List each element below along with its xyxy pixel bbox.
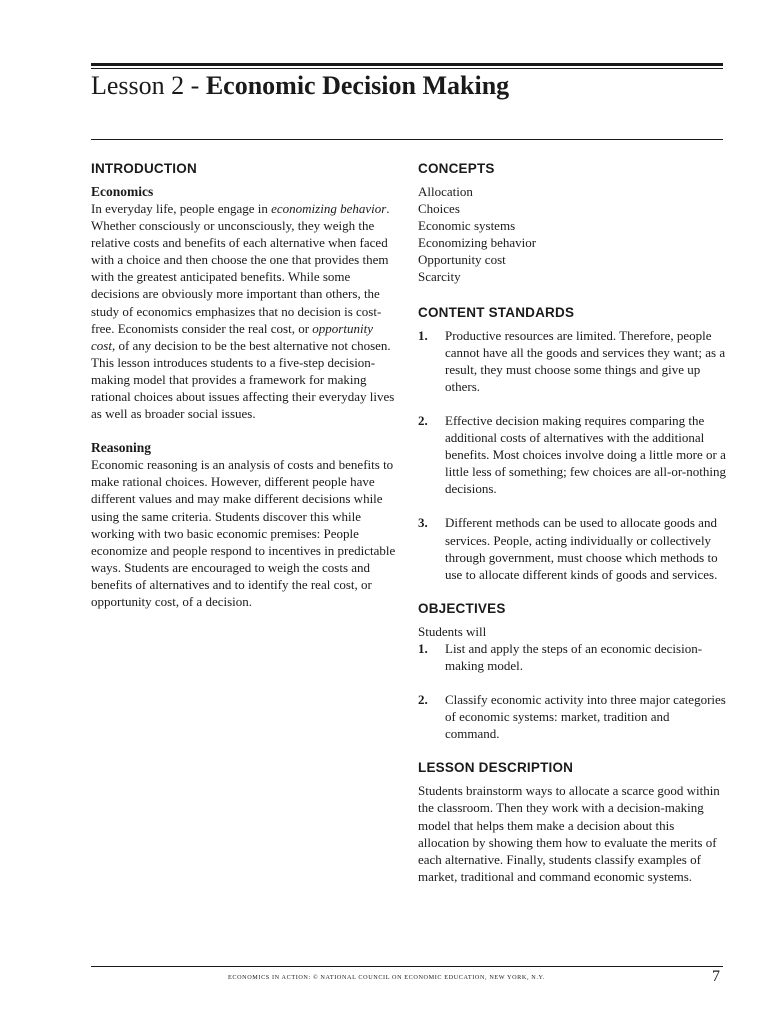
page-number: 7 [712,968,720,985]
page-title [91,70,509,102]
item-number: 2. [418,412,428,428]
economics-text-2: . Whether consciously or unconsciously, they weigh the relative costs and benefits of each alternative when faced with a choice and then choose the one that provides them with the greatest anticipated benefits. While some decisions are obviously more important than others, the study of economics emphasizes that no decision is cost-free. Economists consider the real cost, or [91,201,390,336]
concepts-list [418,183,726,286]
footer-rule [91,966,723,967]
item-number: 1. [418,327,428,343]
right-column [418,160,726,885]
list-item [418,412,726,497]
title-rule-bottom [91,139,723,140]
introduction-heading: INTRODUCTION [91,161,197,176]
objectives-list [418,640,726,742]
item-text: Different methods can be used to allocate goods and services. People, acting individually or collectively through government, must choose which methods to use to allocate different kinds of goods and services. [445,515,718,582]
item-number: 3. [418,515,428,531]
reasoning-paragraph: Economic reasoning is an analysis of costs and benefits to make rational choices. However, different people have different values and may make different decisions while using the same criteria. Students discover this while working with two basic economic premises: People economize and people respond to incentives in predictable ways. Students are encouraged to weigh the costs and benefits of alternatives and to identify the real cost, or opportunity cost, of a decision. [91,457,396,609]
list-item [418,691,726,742]
list-item: Scarcity [418,269,461,285]
list-item: Allocation [418,184,473,199]
footer-credit: ECONOMICS IN ACTION: © NATIONAL COUNCIL ON ECONOMIC EDUCATION, NEW YORK, N.Y. [228,974,545,981]
list-item [418,327,726,395]
lesson-description-heading: LESSON DESCRIPTION [418,760,574,776]
content-standards-list [418,327,726,583]
lesson-description-paragraph: Students brainstorm ways to allocate a scarce good within the classroom. Then they work with a decision-making model that helps them make a decision about this allocation by showing them how to evaluate the merits of each alternative. Finally, students classify examples of market, traditional and command economic systems. [418,783,720,884]
economics-subheading: Economics [91,184,154,199]
economics-paragraph [91,200,397,422]
left-column [91,160,397,610]
header-rule-top-thin [91,68,723,69]
list-item: Opportunity cost [418,252,506,268]
concepts-heading: CONCEPTS [418,161,495,176]
objectives-intro: Students will [418,623,487,639]
economics-text-3: , of any decision to be the best alternative not chosen. This lesson introduces students to a five-step decision-making model that provides a framework for making rational choices about issues affecting their everyday lives as well as broader social issues. [91,337,395,422]
list-item [418,640,726,674]
objectives-heading: OBJECTIVES [418,600,506,616]
economics-emphasis-2: opportunity cost [91,320,373,353]
item-text: Classify economic activity into three major categories of economic systems: market, tradition and command. [445,692,726,742]
content-standards-heading: CONTENT STANDARDS [418,304,575,320]
item-text: Effective decision making requires comparing the additional costs of alternatives with the additional benefits. Most choices involve doing a little more or a little less of something; few choices are all-or-nothing decisions. [445,412,726,497]
list-item [418,514,726,582]
list-item: Economic systems [418,218,516,234]
item-number: 1. [418,640,428,656]
item-text: Productive resources are limited. Therefore, people cannot have all the goods and services they want; as a result, they must choose some things and give up others. [445,327,726,394]
list-item: Choices [418,201,460,217]
item-number: 2. [418,692,428,708]
header-rule-top [91,63,723,66]
list-item: Economizing behavior [418,235,537,251]
economics-text-1: In everyday life, people engage in [91,201,272,216]
reasoning-subheading: Reasoning [91,440,152,456]
lesson-title: Economic Decision Making [205,71,510,100]
economics-emphasis-1: economizing behavior [271,201,387,216]
lesson-prefix: Lesson 2 - [91,71,206,100]
item-text: List and apply the steps of an economic decision-making model. [445,640,703,673]
